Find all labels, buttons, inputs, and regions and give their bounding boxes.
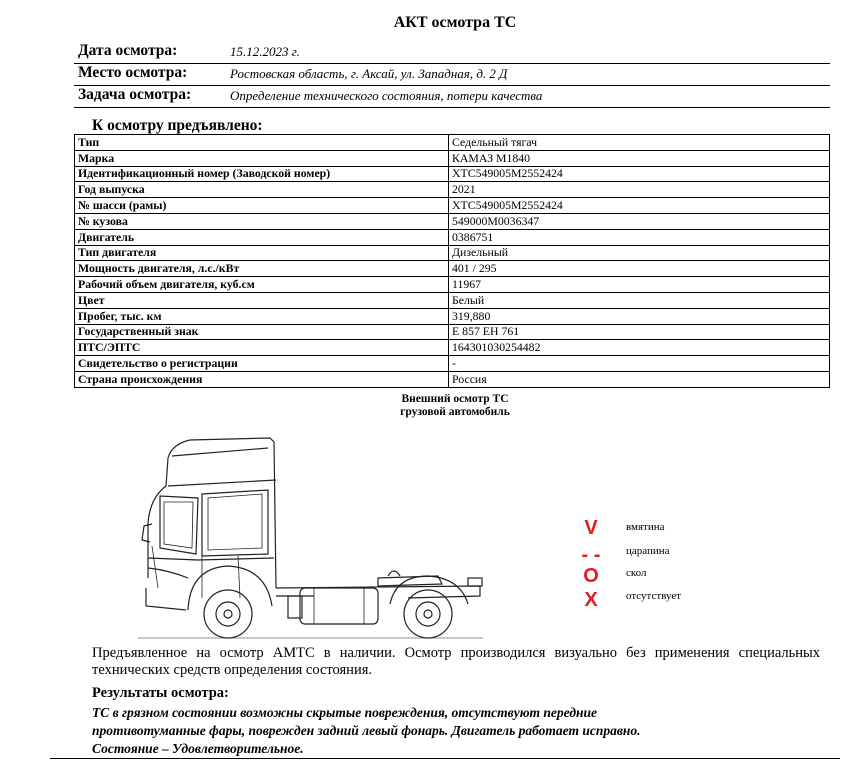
property-value: КАМАЗ М1840 xyxy=(449,150,830,166)
property-key: Свидетельство о регистрации xyxy=(75,356,449,372)
property-value: 549000М0036347 xyxy=(449,213,830,229)
property-key: Год выпуска xyxy=(75,182,449,198)
property-key: Тип двигателя xyxy=(75,245,449,261)
legend-scratch-label: царапина xyxy=(626,545,670,557)
property-row xyxy=(75,324,830,340)
legend-chip-symbol: O xyxy=(583,565,599,587)
page-bottom-rule xyxy=(50,758,840,759)
inspection-task-label: Задача осмотра: xyxy=(78,86,192,103)
property-row xyxy=(75,261,830,277)
property-key: ПТС/ЭПТС xyxy=(75,340,449,356)
property-value: 319,880 xyxy=(449,308,830,324)
property-key: № кузова xyxy=(75,213,449,229)
property-key: Марка xyxy=(75,150,449,166)
property-row xyxy=(75,213,830,229)
property-value: Дизельный xyxy=(449,245,830,261)
legend-missing-label: отсутствует xyxy=(626,590,682,602)
property-row xyxy=(75,340,830,356)
results-line3: Состояние – Удовлетворительное. xyxy=(92,741,304,756)
property-row xyxy=(75,308,830,324)
legend-dent-label: вмятина xyxy=(626,521,665,533)
inspection-task-value: Определение технического состояния, потери качества xyxy=(230,88,543,103)
property-row xyxy=(75,182,830,198)
results-text xyxy=(92,704,792,758)
property-row xyxy=(75,150,830,166)
property-row xyxy=(75,166,830,182)
inspection-note: Предъявленное на осмотр АМТС в наличии. Осмотр производился визуально без применения специальных технических средств определения состояния. xyxy=(92,645,820,678)
results-title: Результаты осмотра: xyxy=(92,685,229,701)
property-key: № шасси (рамы) xyxy=(75,198,449,214)
legend-dent-symbol: V xyxy=(584,517,598,539)
property-row xyxy=(75,356,830,372)
external-inspection-title xyxy=(330,393,580,419)
property-key: Страна происхождения xyxy=(75,371,449,387)
inspection-place-label: Место осмотра: xyxy=(78,64,188,81)
document-title: АКТ осмотра ТС xyxy=(393,14,517,31)
inspection-date-label: Дата осмотра: xyxy=(78,42,178,59)
property-key: Цвет xyxy=(75,292,449,308)
property-key: Пробег, тыс. км xyxy=(75,308,449,324)
property-value: Е 857 ЕН 761 xyxy=(449,324,830,340)
results-line2: противотуманные фары, поврежден задний левый фонарь. Двигатель работает исправно. xyxy=(92,723,641,738)
property-value: 11967 xyxy=(449,277,830,293)
presented-title: К осмотру предъявлено: xyxy=(92,117,263,134)
inspection-task-row xyxy=(74,86,830,108)
inspection-date-row xyxy=(74,42,830,64)
external-inspection-line2: грузовой автомобиль xyxy=(400,406,510,418)
results-line1: ТС в грязном состоянии возможны скрытые повреждения, отсутствуют передние xyxy=(92,705,598,720)
property-row xyxy=(75,371,830,387)
property-key: Мощность двигателя, л.с./кВт xyxy=(75,261,449,277)
inspection-date-value: 15.12.2023 г. xyxy=(230,44,300,59)
property-value: Белый xyxy=(449,292,830,308)
property-value: 401 / 295 xyxy=(449,261,830,277)
property-row xyxy=(75,135,830,151)
property-key: Идентификационный номер (Заводской номер) xyxy=(75,166,449,182)
property-row xyxy=(75,229,830,245)
property-key: Двигатель xyxy=(75,229,449,245)
truck-side-view-diagram xyxy=(138,428,488,643)
legend-scratch-symbol: - - xyxy=(581,544,601,566)
property-key: Государственный знак xyxy=(75,324,449,340)
property-value: 2021 xyxy=(449,182,830,198)
property-value: 0386751 xyxy=(449,229,830,245)
property-row xyxy=(75,277,830,293)
property-value: ХТС549005М2552424 xyxy=(449,198,830,214)
legend-chip-label: скол xyxy=(626,567,647,579)
inspection-place-row xyxy=(74,64,830,86)
property-value: - xyxy=(449,356,830,372)
property-value: 164301030254482 xyxy=(449,340,830,356)
property-key: Рабочий объем двигателя, куб.см xyxy=(75,277,449,293)
property-value: Седельный тягач xyxy=(449,135,830,151)
property-row xyxy=(75,245,830,261)
external-inspection-line1: Внешний осмотр ТС xyxy=(401,393,509,405)
property-value: Россия xyxy=(449,371,830,387)
legend-missing-symbol: X xyxy=(584,589,598,611)
property-key: Тип xyxy=(75,135,449,151)
property-value: ХТС549005М2552424 xyxy=(449,166,830,182)
property-row xyxy=(75,292,830,308)
vehicle-properties-table xyxy=(74,134,830,388)
property-row xyxy=(75,198,830,214)
inspection-place-value: Ростовская область, г. Аксай, ул. Западная, д. 2 Д xyxy=(230,66,508,81)
